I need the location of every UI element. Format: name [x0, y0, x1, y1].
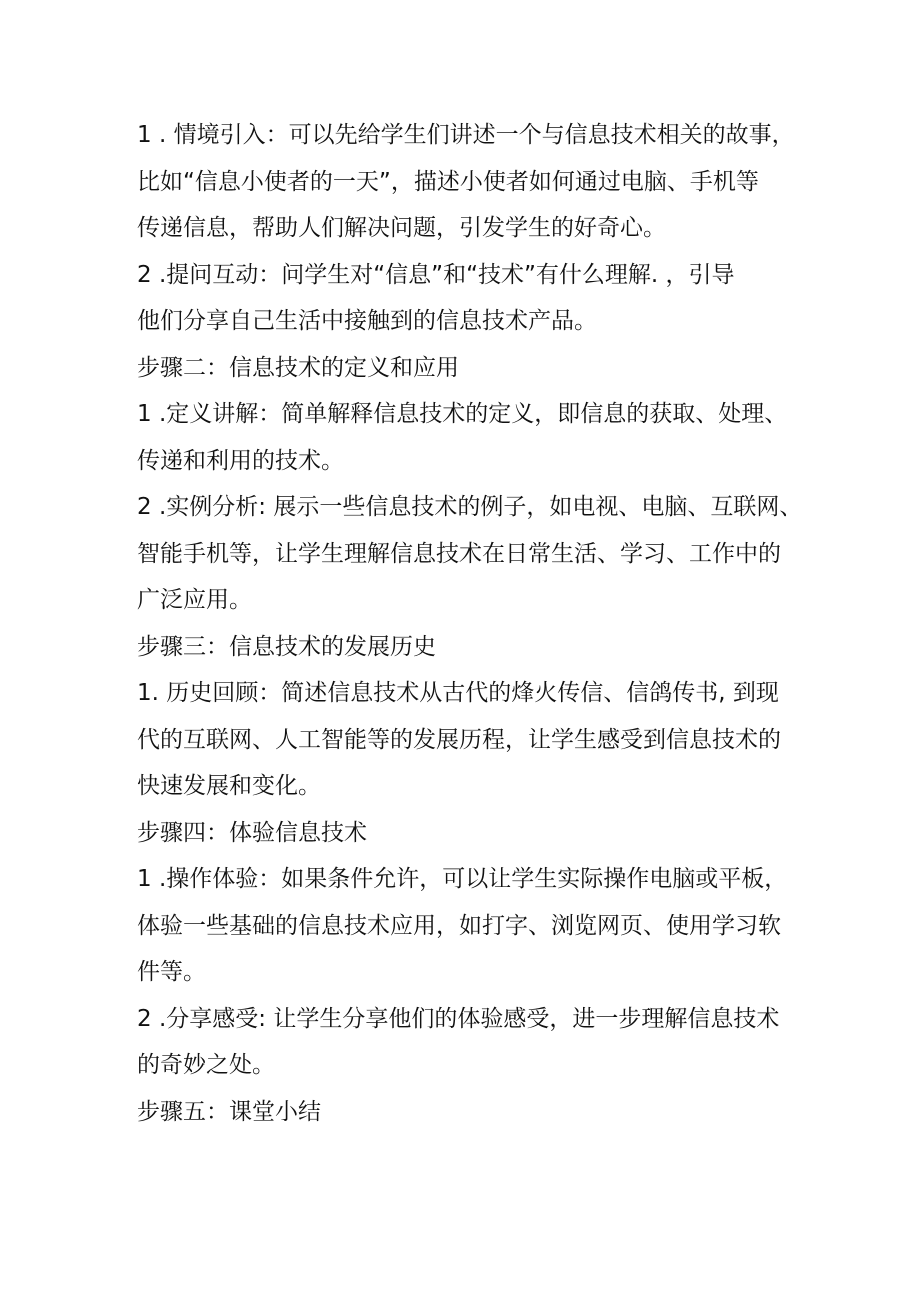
section-heading: 步骤五：课堂小结 [137, 1098, 321, 1125]
document-body [137, 112, 803, 1135]
text-line: 2 .实例分析: 展示一些信息技术的例子，如电视、电脑、互联网、 [137, 494, 803, 520]
text-line: 2 .提问互动：问学生对“信息”和“技术”有什么理解. ，引导 [137, 261, 735, 288]
text-line: 1 . 情境引入：可以先给学生们讲述一个与信息技术相关的故事， [137, 122, 795, 148]
text-line: 广泛应用。 [137, 587, 252, 613]
text-line: 1. 历史回顾：简述信息技术从古代的烽火传信、信鸽传书, 到现 [137, 680, 779, 706]
text-line: 体验一些基础的信息技术应用，如打字、浏览网页、使用学习软 [137, 912, 781, 939]
section-heading: 步骤四：体验信息技术 [137, 819, 367, 846]
section-heading: 步骤二：信息技术的定义和应用 [137, 354, 459, 381]
text-line: 比如“信息小使者的一天”，描述小使者如何通过电脑、手机等 [137, 168, 759, 195]
text-line: 他们分享自己生活中接触到的信息技术产品。 [137, 308, 597, 334]
text-line: 代的互联网、人工智能等的发展历程，让学生感受到信息技术的 [137, 726, 781, 753]
text-line: 传递信息，帮助人们解决问题，引发学生的好奇心。 [137, 215, 666, 241]
text-line: 1 .定义讲解：简单解释信息技术的定义，即信息的获取、处理、 [137, 401, 788, 427]
text-line: 件等。 [137, 959, 206, 985]
text-line: 智能手机等，让学生理解信息技术在日常生活、学习、工作中的 [137, 540, 781, 567]
text-line: 快速发展和变化。 [137, 773, 321, 799]
text-line: 2 .分享感受: 让学生分享他们的体验感受，进一步理解信息技术 [137, 1005, 780, 1032]
text-line: 传递和利用的技术。 [137, 447, 344, 474]
text-line: 1 .操作体验：如果条件允许，可以让学生实际操作电脑或平板， [137, 866, 788, 892]
text-line: 的奇妙之处。 [137, 1052, 275, 1078]
section-heading: 步骤三：信息技术的发展历史 [137, 633, 436, 660]
